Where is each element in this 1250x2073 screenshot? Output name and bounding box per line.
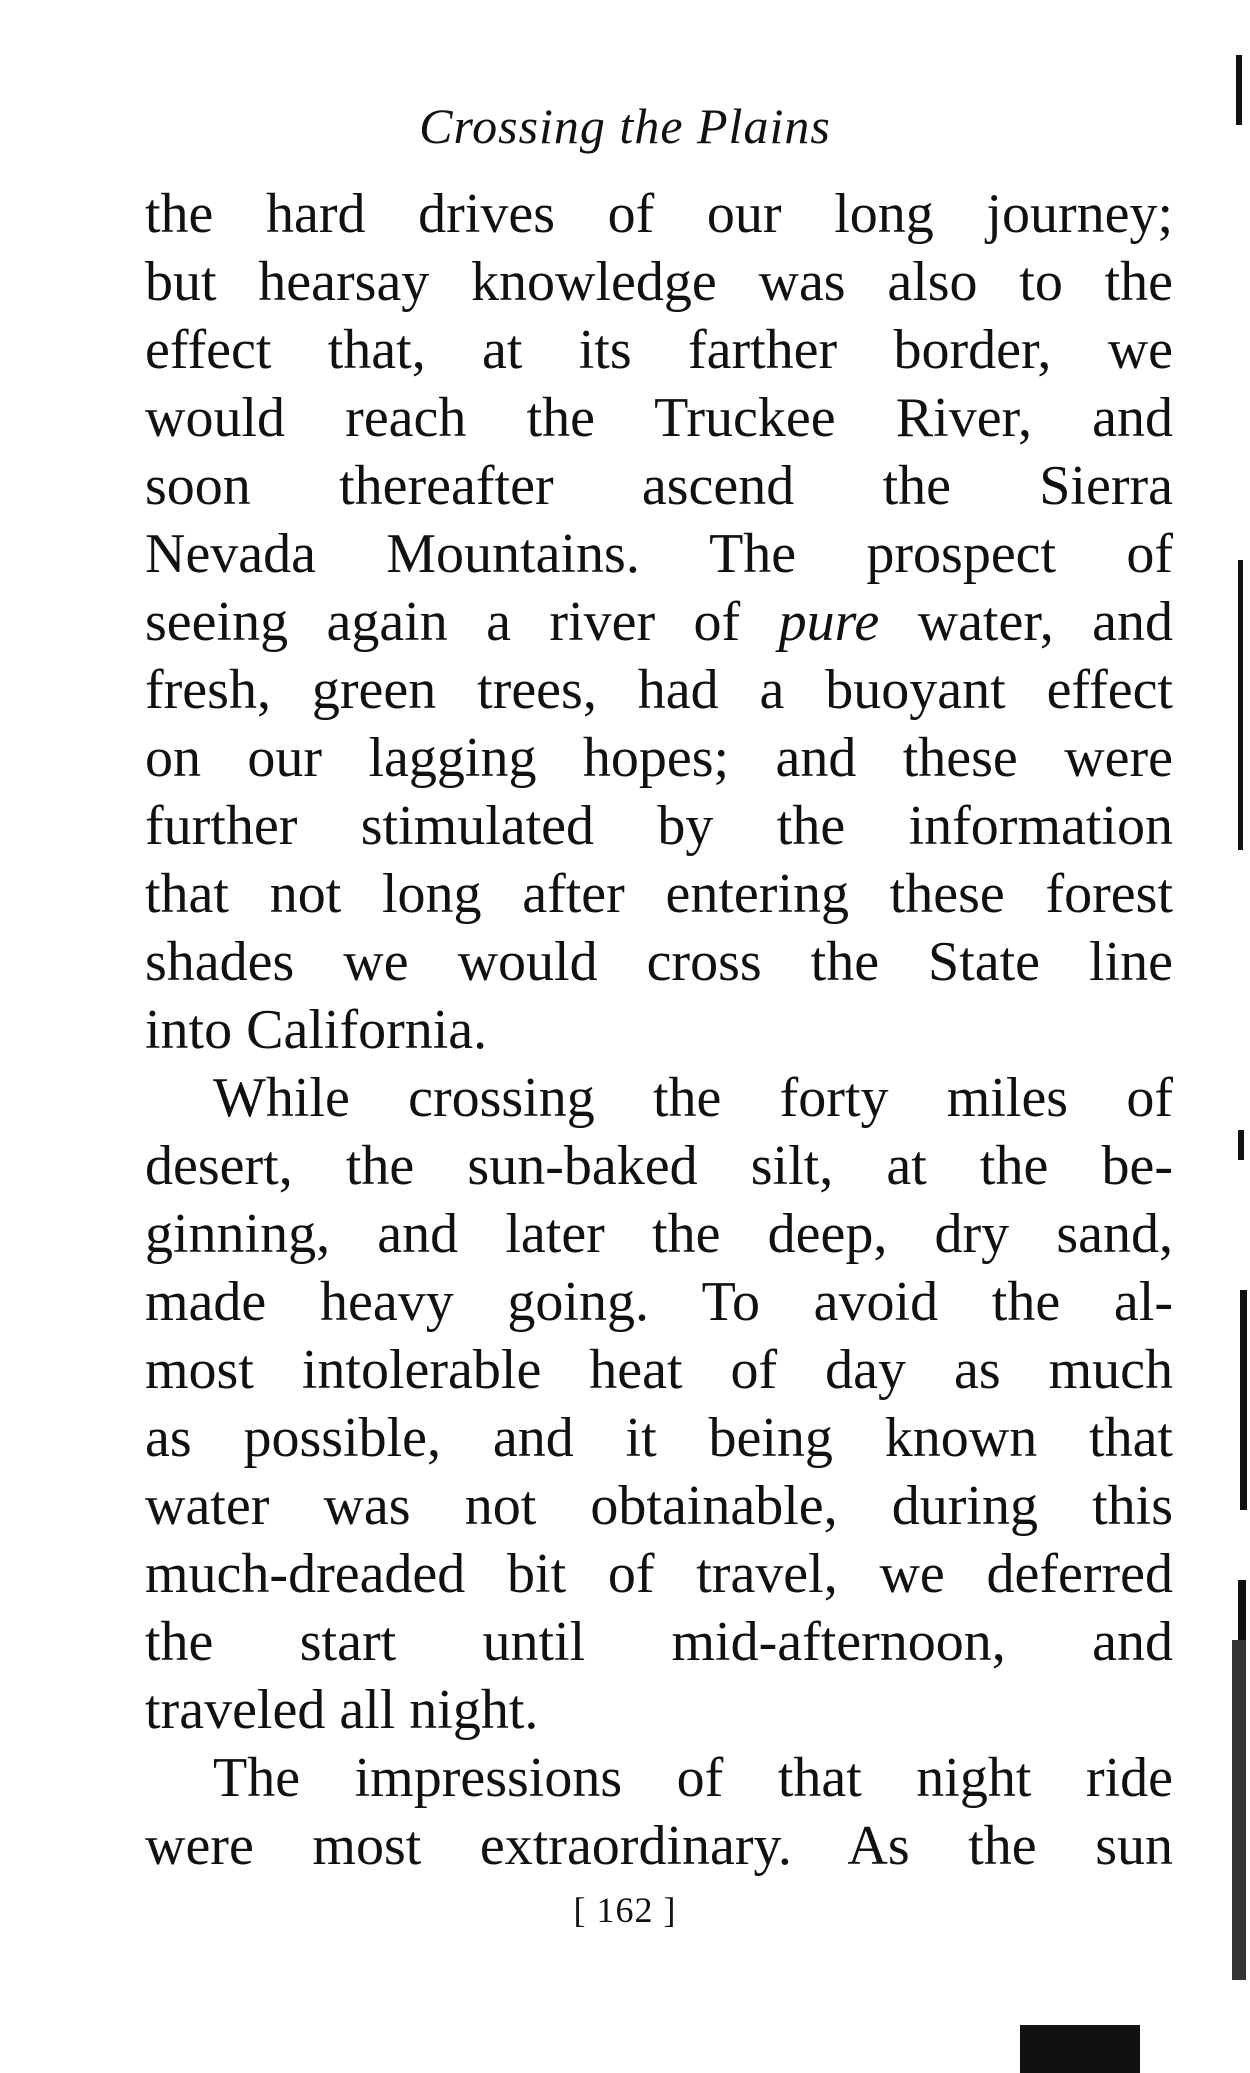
- body-text: [145, 180, 1173, 1880]
- text-line-with-italic: [145, 588, 1173, 656]
- page-number: [ 162 ]: [573, 1890, 677, 1930]
- text-line: much-dreaded bit of travel, we deferred: [145, 1543, 1173, 1605]
- scan-edge-mark: [1238, 1580, 1246, 1640]
- text-line: fresh, green trees, had a buoyant effect: [145, 659, 1173, 721]
- running-head: Crossing the Plains: [419, 98, 831, 154]
- text-line: the start until mid-afternoon, and: [145, 1611, 1173, 1673]
- text-line: that not long after entering these forest: [145, 863, 1173, 925]
- text-line: water was not obtainable, during this: [145, 1475, 1173, 1537]
- text-line: soon thereafter ascend the Sierra: [145, 455, 1173, 517]
- text-line: ginning, and later the deep, dry sand,: [145, 1203, 1173, 1265]
- paragraph-end-line: into California.: [145, 999, 488, 1061]
- paragraph-end-line: traveled all night.: [145, 1679, 539, 1741]
- scan-edge-mark: [1232, 1640, 1246, 1980]
- text-segment: seeing again a river of: [145, 591, 741, 653]
- text-line: further stimulated by the information: [145, 795, 1173, 857]
- text-line: were most extraordinary. As the sun: [145, 1815, 1173, 1877]
- text-line: most intolerable heat of day as much: [145, 1339, 1173, 1401]
- text-line: on our lagging hopes; and these were: [145, 727, 1173, 789]
- text-line: desert, the sun-baked silt, at the be-: [145, 1135, 1173, 1197]
- paragraph-start-line: While crossing the forty miles of: [213, 1067, 1173, 1129]
- text-line: made heavy going. To avoid the al-: [145, 1271, 1173, 1333]
- scan-edge-mark: [1236, 55, 1242, 125]
- scan-edge-mark: [1238, 1130, 1244, 1160]
- scan-edge-mark: [1240, 1290, 1247, 1510]
- text-line: as possible, and it being known that: [145, 1407, 1173, 1469]
- paragraph-start-line: The impressions of that night ride: [213, 1747, 1173, 1809]
- text-line: but hearsay knowledge was also to the: [145, 251, 1173, 313]
- text-segment: water, and: [917, 591, 1174, 653]
- scan-edge-mark: [1020, 2025, 1140, 2073]
- text-line: Nevada Mountains. The prospect of: [145, 523, 1173, 585]
- text-line: shades we would cross the State line: [145, 931, 1173, 993]
- text-line: effect that, at its farther border, we: [145, 319, 1173, 381]
- italic-word: pure: [778, 591, 880, 653]
- text-line: would reach the Truckee River, and: [145, 387, 1173, 449]
- scan-edge-mark: [1238, 560, 1243, 850]
- text-line: the hard drives of our long journey;: [145, 183, 1173, 245]
